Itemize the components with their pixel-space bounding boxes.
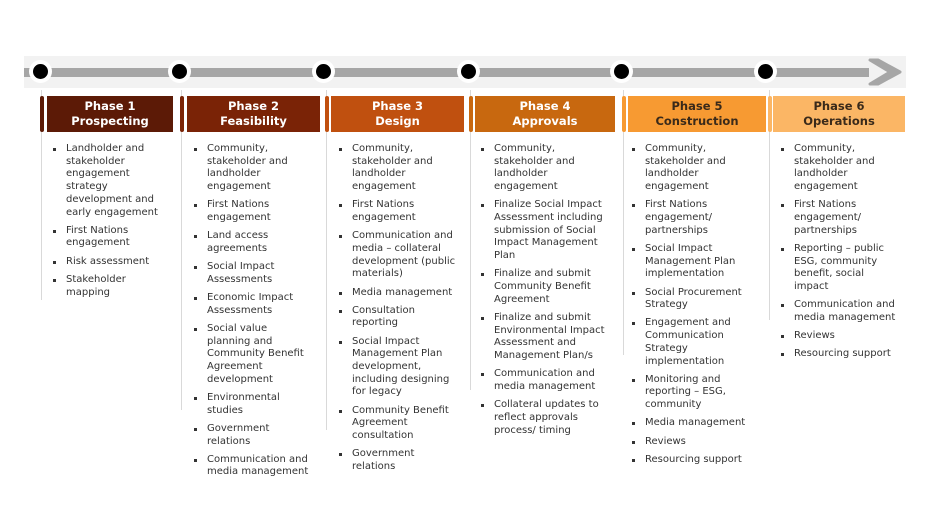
activity-item: Government relations: [338, 448, 458, 473]
phase-number: Phase 1: [84, 99, 136, 113]
activity-item: Media management: [338, 287, 458, 300]
phase-title: Feasibility: [220, 114, 287, 128]
activity-item: Community, stakeholder and landholder engagement: [631, 143, 759, 194]
activity-item: Social value planning and Community Benefit Agreement development: [193, 323, 313, 387]
phase-divider-line: [181, 90, 182, 410]
activity-item: First Nations engagement: [52, 225, 170, 250]
phase-header-6: [773, 96, 905, 132]
activity-item: Communication and media – collateral development (public materials): [338, 230, 458, 281]
phase-number: Phase 5: [671, 99, 723, 113]
phase-header-1: [47, 96, 173, 132]
activity-item: Resourcing support: [780, 348, 898, 361]
phase-marker: [325, 96, 329, 132]
activity-item: Stakeholder mapping: [52, 274, 170, 299]
activity-list: [193, 143, 313, 479]
activity-item: Environmental studies: [193, 392, 313, 417]
activity-list: [480, 143, 612, 437]
activity-item: Resourcing support: [631, 454, 759, 467]
activity-item: Reporting – public ESG, community benefit, social impact: [780, 243, 898, 294]
activity-item: Community, stakeholder and landholder engagement: [480, 143, 612, 194]
activity-item: Reviews: [631, 436, 759, 449]
timeline-node-3: [316, 64, 331, 79]
activity-item: First Nations engagement: [338, 199, 458, 224]
phase-marker: [40, 96, 44, 132]
activity-item: Communication and media management: [480, 368, 612, 393]
phase-title: Prospecting: [71, 114, 149, 128]
activity-item: Landholder and stakeholder engagement strategy development and early engagement: [52, 143, 170, 219]
activity-item: Community, stakeholder and landholder engagement: [338, 143, 458, 194]
activity-list: [780, 143, 898, 361]
phase-marker: [622, 96, 626, 132]
phase-activities-1: [52, 143, 170, 305]
timeline-node-1: [33, 64, 48, 79]
activity-item: Engagement and Communication Strategy implementation: [631, 317, 759, 368]
phase-title: Construction: [655, 114, 739, 128]
activity-item: Reviews: [780, 330, 898, 343]
activity-list: [631, 143, 759, 466]
activity-item: Social Impact Management Plan implementation: [631, 243, 759, 281]
activity-item: Community, stakeholder and landholder engagement: [193, 143, 313, 194]
phase-title: Approvals: [512, 114, 578, 128]
activity-item: Finalize and submit Community Benefit Agreement: [480, 268, 612, 306]
phase-header-4: [475, 96, 615, 132]
phase-number: Phase 4: [519, 99, 571, 113]
timeline-track: [24, 68, 869, 77]
phase-header-3: [331, 96, 464, 132]
activity-item: First Nations engagement: [193, 199, 313, 224]
activity-item: Social Impact Assessments: [193, 261, 313, 286]
phase-header-5: [628, 96, 766, 132]
timeline-node-5: [614, 64, 629, 79]
right-arrow-icon: [866, 56, 906, 88]
activity-item: Finalize Social Impact Assessment including submission of Social Impact Management Plan: [480, 199, 612, 263]
activity-item: Economic Impact Assessments: [193, 292, 313, 317]
activity-item: Social Impact Management Plan development, including designing for legacy: [338, 336, 458, 400]
activity-item: Community, stakeholder and landholder engagement: [780, 143, 898, 194]
phase-number: Phase 3: [371, 99, 424, 113]
phase-title: Operations: [803, 114, 875, 128]
activity-item: Social Procurement Strategy: [631, 287, 759, 312]
activity-item: Land access agreements: [193, 230, 313, 255]
timeline-node-4: [461, 64, 476, 79]
activity-item: Collateral updates to reflect approvals process/ timing: [480, 399, 612, 437]
activity-item: Consultation reporting: [338, 305, 458, 330]
activity-list: [338, 143, 458, 474]
phase-divider-line: [470, 90, 471, 390]
phase-activities-5: [631, 143, 759, 472]
phase-header-2: [187, 96, 320, 132]
phase-divider-line: [326, 90, 327, 430]
phase-title: Design: [375, 114, 420, 128]
phase-activities-6: [780, 143, 898, 367]
phase-number: Phase 6: [813, 99, 865, 113]
phase-marker: [180, 96, 184, 132]
activity-item: Communication and media management: [780, 299, 898, 324]
phase-activities-2: [193, 143, 313, 485]
activity-item: Risk assessment: [52, 256, 170, 269]
activity-item: Monitoring and reporting – ESG, community: [631, 374, 759, 412]
activity-item: Community Benefit Agreement consultation: [338, 405, 458, 443]
activity-item: First Nations engagement/ partnerships: [780, 199, 898, 237]
phase-marker: [768, 96, 772, 132]
timeline-node-6: [758, 64, 773, 79]
activity-item: Media management: [631, 417, 759, 430]
activity-item: Finalize and submit Environmental Impact Assessment and Management Plan/s: [480, 312, 612, 363]
phase-marker: [469, 96, 473, 132]
activity-list: [52, 143, 170, 299]
activity-item: Communication and media management: [193, 454, 313, 479]
phase-activities-3: [338, 143, 458, 479]
phase-number: Phase 2: [227, 99, 280, 113]
activity-item: Government relations: [193, 423, 313, 448]
timeline-node-2: [172, 64, 187, 79]
activity-item: First Nations engagement/ partnerships: [631, 199, 759, 237]
phase-activities-4: [480, 143, 612, 443]
